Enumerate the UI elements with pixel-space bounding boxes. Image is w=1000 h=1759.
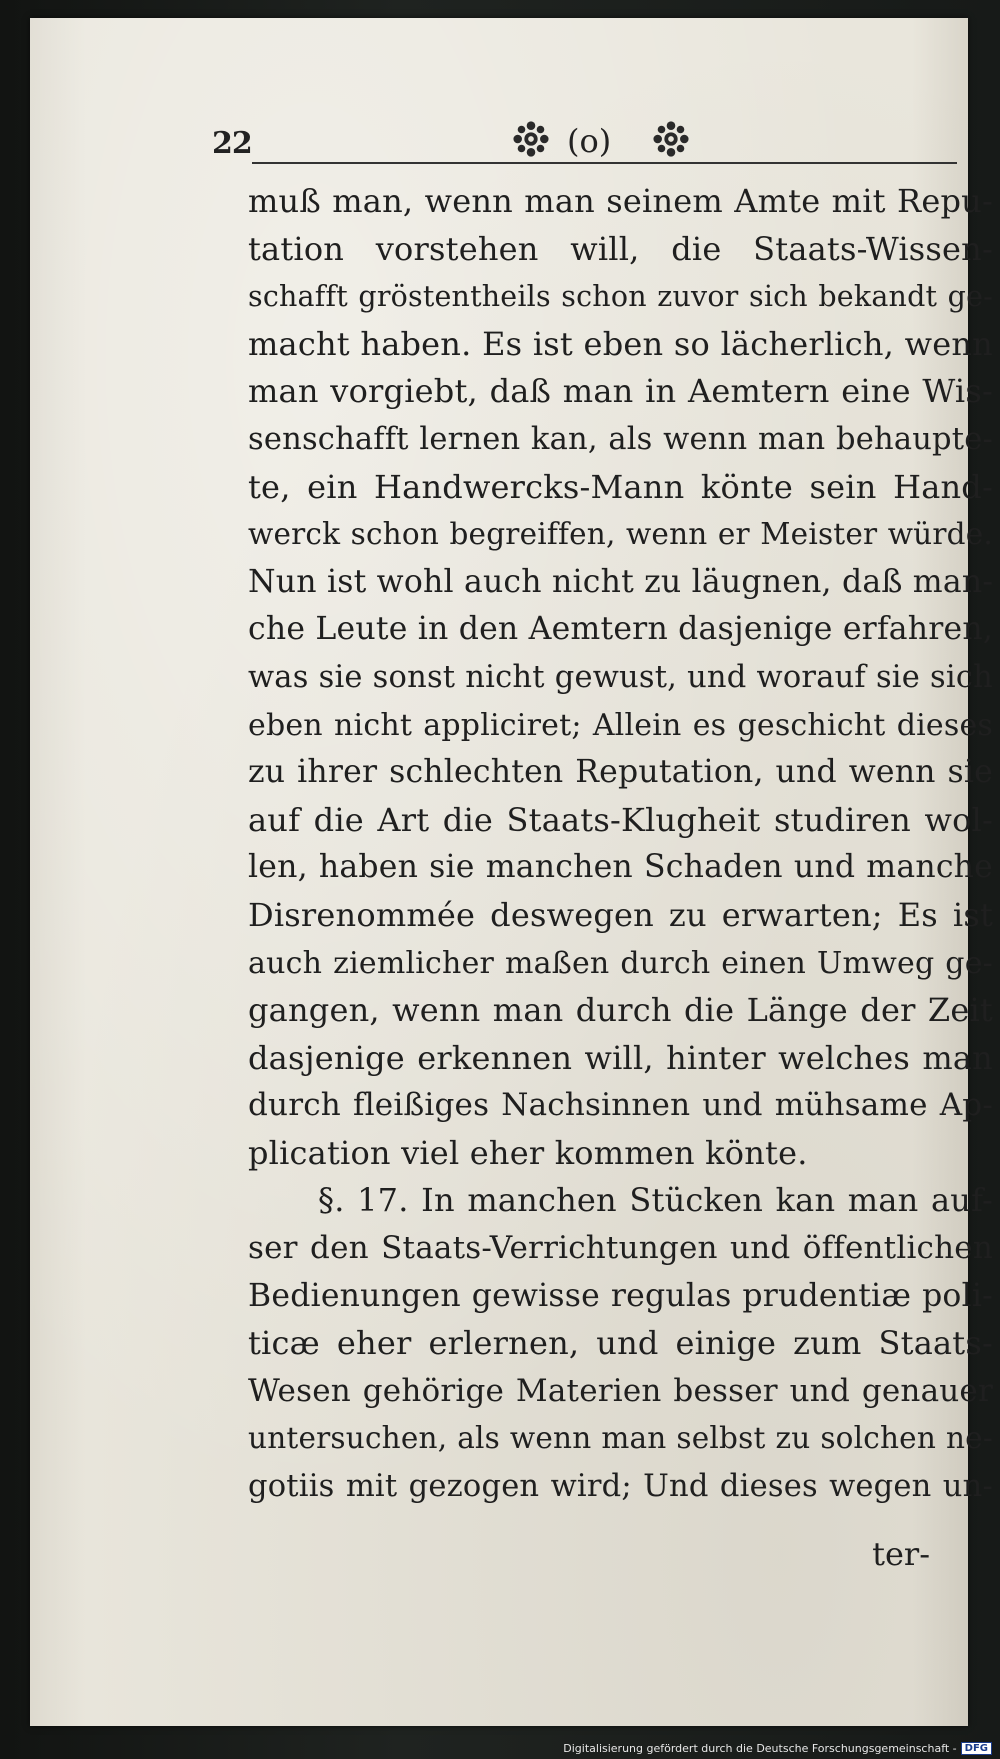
body-text	[248, 178, 993, 1511]
text-line: Disrenommée deswegen zu erwarten; Es ist	[248, 895, 993, 934]
text-line: ser den Staats-Verrichtungen und öffentlichen	[248, 1230, 993, 1267]
text-line: ticæ eher erlernen, und einige zum Staats-	[248, 1324, 993, 1363]
text-line: auf die Art die Staats-Klugheit studiren wol-	[248, 800, 993, 839]
text-line: zu ihrer schlechten Reputation, und wenn sie	[248, 754, 993, 791]
dfg-logo-icon: DFG	[961, 1742, 992, 1755]
text-line: tation vorstehen will, die Staats-Wissen-	[248, 229, 993, 268]
header-mark: (o)	[567, 122, 612, 160]
section-heading-line: §. 17. In manchen Stücken kan man auf-	[318, 1181, 993, 1220]
text-line: Nun ist wohl auch nicht zu läugnen, daß man-	[248, 563, 994, 600]
text-line: dasjenige erkennen will, hinter welches man	[248, 1038, 993, 1077]
text-line: muß man, wenn man seinem Amte mit Repu-	[248, 182, 993, 220]
text-line: che Leute in den Aemtern dasjenige erfahren,	[248, 611, 994, 648]
header-rule	[252, 162, 957, 164]
book-page	[30, 18, 994, 1726]
text-line: senschafft lernen kan, als wenn man behaupte-	[248, 421, 993, 457]
text-line: eben nicht appliciret; Allein es geschicht dieses	[248, 707, 993, 743]
flower-ornament-icon	[652, 120, 690, 158]
text-line: Wesen gehörige Materien besser und genauer	[248, 1372, 993, 1409]
text-line: auch ziemlicher maßen durch einen Umweg ge-	[248, 945, 993, 981]
text-line: was sie sonst nicht gewust, und worauf sie sich	[248, 659, 993, 695]
text-line: gangen, wenn man durch die Länge der Zeit	[248, 991, 993, 1030]
text-line: Bedienungen gewisse regulas prudentiæ poli-	[248, 1277, 993, 1314]
text-line: te, ein Handwercks-Mann könte sein Hand-	[248, 467, 993, 506]
credit-text: Digitalisierung gefördert durch die Deutsche Forschungsgemeinschaft -	[563, 1742, 957, 1755]
text-line: werck schon begreiffen, wenn er Meister würde.	[248, 517, 993, 552]
digitization-credit	[563, 1742, 992, 1755]
text-line: len, haben sie manchen Schaden und manche	[248, 849, 993, 886]
text-line: schafft gröstentheils schon zuvor sich bekandt ge-	[248, 280, 993, 314]
text-line: durch fleißiges Nachsinnen und mühsame Ap-	[248, 1087, 993, 1124]
catchword: ter-	[872, 1535, 930, 1573]
flower-ornament-icon	[512, 120, 550, 158]
text-line: untersuchen, als wenn man selbst zu solchen ne-	[248, 1421, 993, 1456]
page-header	[212, 116, 957, 172]
text-line: macht haben. Es ist eben so lächerlich, wenn	[248, 324, 993, 363]
text-line: gotiis mit gezogen wird; Und dieses wegen un-	[248, 1469, 993, 1505]
text-line: plication viel eher kommen könte.	[248, 1133, 808, 1172]
page-number: 22	[212, 126, 252, 161]
text-line: man vorgiebt, daß man in Aemtern eine Wis-	[248, 372, 993, 411]
